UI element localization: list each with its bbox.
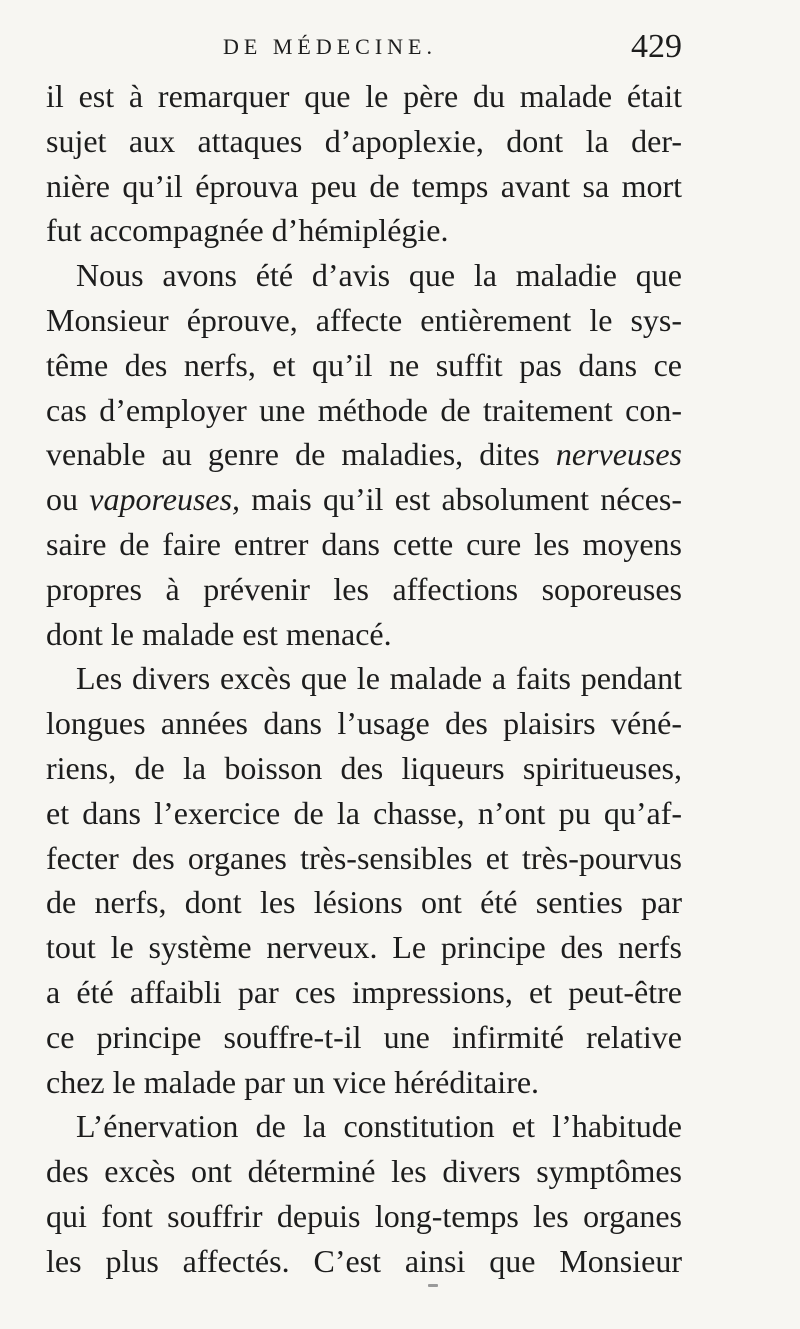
text-line (46, 388, 682, 433)
page-body-text (46, 74, 682, 1284)
line-text: Nous avons été d’avis que la maladie que (76, 257, 682, 294)
text-line (46, 208, 682, 253)
line-text: ou (46, 481, 90, 518)
line-text: et dans l’exercice de la chasse, n’ont pu qu’af- (46, 794, 682, 831)
line-text: chez le malade par un vice héréditaire. (46, 1063, 540, 1100)
text-line (46, 1060, 682, 1105)
text-line (46, 880, 682, 925)
line-text: de nerfs, dont les lésions ont été senties par (46, 884, 682, 921)
line-text: ce principe souffre-t-il une infirmité relative (46, 1018, 682, 1055)
text-line (46, 925, 682, 970)
text-line (46, 567, 682, 612)
line-text: longues années dans l’usage des plaisirs véné- (46, 705, 682, 742)
text-line (46, 836, 682, 881)
line-text: Les divers excès que le malade a faits pendant (76, 660, 682, 697)
text-line (46, 612, 682, 657)
page-number: 429 (631, 28, 682, 65)
line-text: tout le système nerveux. Le principe des nerfs (46, 929, 682, 966)
page-header (46, 28, 682, 74)
text-line (46, 1149, 682, 1194)
text-line (46, 1239, 682, 1284)
line-text: a été affaibli par ces impressions, et peut-être (46, 973, 682, 1010)
text-line (46, 343, 682, 388)
line-text: des excès ont déterminé les divers symptômes (46, 1153, 682, 1190)
line-text: venable au genre de maladies, dites (46, 436, 556, 473)
ink-speck (428, 1284, 438, 1287)
line-text: fecter des organes très-sensibles et très-pourvus (46, 839, 682, 876)
text-line (46, 1194, 682, 1239)
text-line (46, 1015, 682, 1060)
line-text: mais qu’il est absolument néces- (240, 481, 683, 518)
line-text: riens, de la boisson des liqueurs spiritueuses, (46, 749, 682, 786)
line-text: L’énervation de la constitution et l’habitude (76, 1108, 682, 1145)
line-text: dont le malade est menacé. (46, 615, 392, 652)
running-title: DE MÉDECINE. (223, 34, 437, 59)
text-line (46, 74, 682, 119)
text-line (46, 970, 682, 1015)
text-line (46, 656, 682, 701)
text-line (46, 701, 682, 746)
line-text: qui font souffrir depuis long-temps les organes (46, 1197, 682, 1234)
text-line (46, 253, 682, 298)
line-text: sujet aux attaques d’apoplexie, dont la der- (46, 122, 682, 159)
line-text: les plus affectés. C’est ainsi que Monsieur (46, 1242, 682, 1279)
line-text: tême des nerfs, et qu’il ne suffit pas dans ce (46, 346, 682, 383)
line-text: il est à remarquer que le père du malade était (46, 78, 682, 114)
text-line (46, 119, 682, 164)
line-text: cas d’employer une méthode de traitement con- (46, 391, 682, 428)
line-text: nière qu’il éprouva peu de temps avant sa mort (46, 167, 682, 204)
text-line (46, 791, 682, 836)
text-line (46, 746, 682, 791)
line-text: propres à prévenir les affections soporeuses (46, 570, 682, 607)
text-line (46, 164, 682, 209)
italic-word: vaporeuses, (89, 481, 241, 518)
line-text: Monsieur éprouve, affecte entièrement le sys- (46, 301, 682, 338)
text-line (46, 298, 682, 343)
text-line (46, 432, 682, 477)
text-line (46, 522, 682, 567)
line-text: fut accompagnée d’hémiplégie. (46, 212, 449, 249)
text-line (46, 477, 682, 522)
text-line (46, 1104, 682, 1149)
line-text: saire de faire entrer dans cette cure les moyens (46, 525, 682, 562)
italic-word: nerveuses (555, 436, 682, 473)
